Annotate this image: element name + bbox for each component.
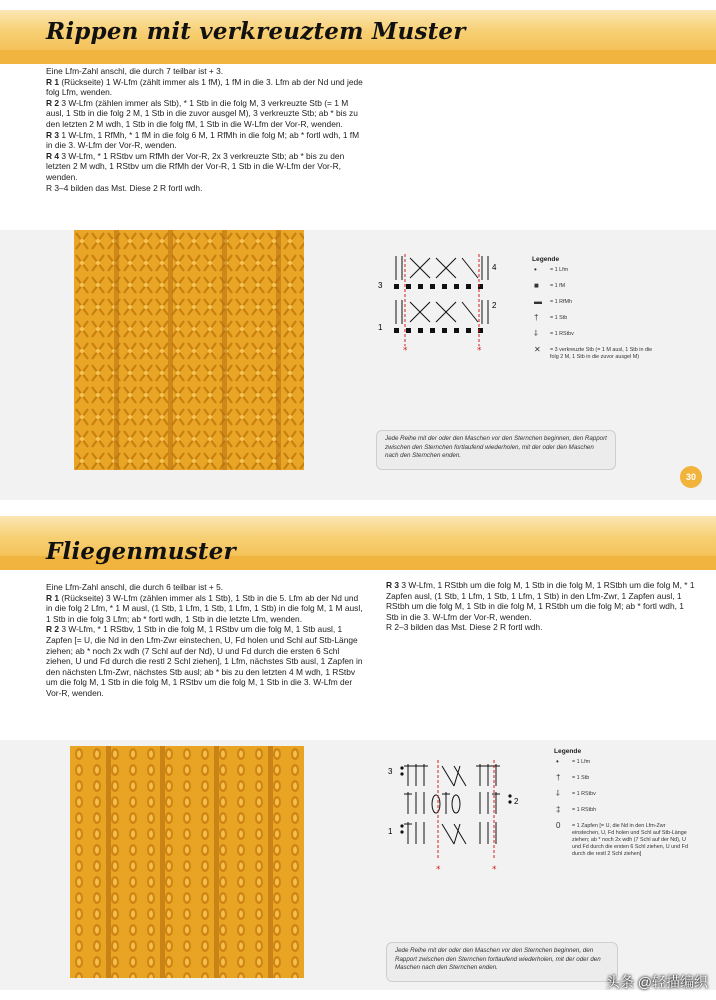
note-box: Jede Reihe mit der oder den Maschen vor den Sternchen beginnen, den Rapport zwischen den Sternchen fortlaufend wiederholen, mit der oder den Maschen nach den Sternchen enden. [376,430,616,470]
back-post-dc-icon: ‡ [556,805,561,814]
legend-text: = 1 Lfm [550,267,569,273]
legend-text: = 1 fM [550,283,566,289]
instruction-body: 3 W-Lfm, 1 RStbh um die folg M, 1 Stb in die folg M, 1 RStbh um die folg M, * 1 Zapfen ausl, (1 Stb, 1 Lfm, 1 Stb, 1 Lfm, 1 Stb) in den Lfm-Zwr, 1 Zapfen ausl, 1 RStbh um die folg M, 1 Stb in die folg M, 1 RStbh um die folg M; ab * fortl wdh, 1 Stb in die 3. W-Lfm der Vor-R, wenden. [386,580,695,622]
legend-text: = 1 Zapfen [= U, die Nd in den Lfm-Zwr einstechen, U, Fd holen und Schl auf Stb-Länge ziehen; ab * noch 2x wdh (7 Schl auf der Nd), U und Fd durch die ersten 6 Schl ziehen, U und Fd durch die restl 2 Schl ziehen] [572,823,688,857]
legend-text: = 1 RfMh [550,299,573,305]
instruction-paragraph [46,77,366,98]
instructions-left [46,582,366,699]
row-label: R 3 [386,580,402,590]
back-loop-sc-icon: ▬ [534,297,542,306]
page-number: 30 [680,466,702,488]
legend-text: = 1 RStbv [572,791,596,797]
instruction-paragraph [46,130,366,151]
page-title: Fliegenmuster [46,538,236,565]
row-label: 3 [388,767,393,776]
crossed-dc-icon: ✕ [534,345,541,354]
row-label: 2 [492,301,497,310]
chain-icon: • [556,757,559,766]
instruction-paragraph [386,580,696,622]
svg-text:*: * [436,865,441,875]
legend-text: = 1 Lfm [572,759,591,765]
svg-text:*: * [492,865,497,875]
instruction-body: 3 W-Lfm (zählen immer als Stb), * 1 Stb in die folg M, 3 verkreuzte Stb (= 1 M ausl, 1 Stb in die folg 2 M, 1 Stb in die zuvor ausgel M), 3 verkreuzte Stb; ab * bis zu den letzten 2 M wdh, 1 Stb in die folg fM, 1 Stb in die W-Lfm der Vor-R, wenden. [46,97,358,129]
row-label: R 4 [46,150,62,161]
legend-text: = 1 Stb [550,315,568,321]
instruction-body: R 3–4 bilden das Mst. Diese 2 R fortl wdh. [46,182,203,193]
page-fliegen [0,502,716,1000]
instruction-paragraph [46,593,366,625]
legend-title: Legende [554,748,582,755]
instructions-text [46,66,366,193]
instruction-paragraph [46,98,366,130]
row-label: R 2 [46,624,62,635]
row-label: R 2 [46,97,62,108]
instruction-body: (Rückseite) 1 W-Lfm (zählt immer als 1 fM), 1 fM in die 3. Lfm ab der Nd und jede folg Lfm, wenden. [46,76,363,98]
row-label: 2 [514,797,519,806]
instructions-right [386,580,696,633]
row-label: R 3 [46,129,62,140]
note-box: Jede Reihe mit der oder den Maschen vor den Sternchen beginnen, den Rapport zwischen den Sternchen fortlaufend wiederholen, mit der oder den Maschen nach den Sternchen enden. [386,942,618,982]
watermark: 头条 @轻描编织 [605,974,708,990]
header-stripe [0,50,716,64]
chain-icon: • [534,265,537,274]
instruction-paragraph [46,66,366,77]
row-label: R 1 [46,592,62,603]
front-post-dc-icon: ⸸ [556,789,560,798]
instruction-paragraph [46,624,366,698]
legend-text: = 1 RStbh [572,807,597,813]
single-crochet-icon: ■ [534,281,539,290]
row-label: 1 [388,827,393,836]
cluster-icon: 0 [556,821,561,830]
legend-text: = 3 verkreuzte Stb (= 1 M ausl, 1 Stb in die folg 2 M, 1 Stb in die zuvor ausgel M) [550,347,653,360]
instruction-paragraph [46,183,366,194]
instruction-body: Eine Lfm-Zahl anschl, die durch 6 teilbar ist + 5. [46,582,224,592]
row-label: 3 [378,281,383,290]
legend-text: = 1 RStbv [550,331,574,337]
crochet-chart [374,254,504,354]
legend-text: = 1 Stb [572,775,590,781]
row-label: 4 [492,263,497,272]
row-label: 1 [378,323,383,332]
instruction-body: 3 W-Lfm, * 1 RStbv, 1 Stb in die folg M, 1 RStbv um die folg M, 1 Stb ausl, 1 Zapfen [= U, die Nd in den Lfm-Zwr einstechen, U, Fd holen und Schl auf Stb-Länge ziehen; ab * noch 2x wdh (7 Schl auf der Nd), U und Fd durch die ersten 6 Schl ziehen, U und Fd durch die restl 2 Schl ziehen], 1 Lfm, nächstes Stb ausl, 1 Zapfen in den nächsten Lfm-Zwr, nächstes Stb ausl; ab * bis zu den letzten 4 M wdh, 1 RStbv um die folg M, 1 Stb in die folg M, 1 RStbv um die folg M, 1 Stb in die 3. W-Lfm der Vor-R, wenden. [46,624,363,698]
instruction-paragraph [386,622,696,633]
svg-text:*: * [403,346,408,354]
double-crochet-icon: † [534,313,539,322]
crochet-chart [384,760,524,880]
swatch-image [74,230,304,470]
instruction-paragraph [46,151,366,183]
front-post-dc-icon: ⸸ [534,329,538,338]
instruction-body: (Rückseite) 3 W-Lfm (zählen immer als 1 Stb), 1 Stb in die 5. Lfm ab der Nd und in die folg 2 Lfm, * 1 M ausl, (1 Stb, 1 Lfm, 1 Stb, 1 Lfm, 1 Stb) in die folg M, 1 M ausl, 1 Stb in die folg 3 Lfm; ab * fortl wdh, 1 Stb in die letzte Lfm, wenden. [46,592,363,624]
instruction-body: 3 W-Lfm, * 1 RStbv um RfMh der Vor-R, 2x 3 verkreuzte Stb; ab * bis zu den letzten 2 M wdh, 1 RStbv um die RfMh der Vor-R, 1 Stb in die W-Lfm der Vor-R, wenden. [46,150,345,182]
svg-text:*: * [477,346,482,354]
double-crochet-icon: † [556,773,561,782]
instruction-body: R 2–3 bilden das Mst. Diese 2 R fortl wdh. [386,622,543,633]
instruction-paragraph [46,582,366,593]
page-title: Rippen mit verkreuztem Muster [46,18,466,45]
row-label: R 1 [46,76,62,87]
swatch-image [70,746,304,978]
instruction-body: Eine Lfm-Zahl anschl, die durch 7 teilbar ist + 3. [46,66,224,76]
legend-title: Legende [532,256,560,263]
instruction-body: 1 W-Lfm, 1 RfMh, * 1 fM in die folg 6 M, 1 RfMh in die folg M; ab * fortl wdh, 1 fM in die 3. W-Lfm der Vor-R, wenden. [46,129,360,151]
